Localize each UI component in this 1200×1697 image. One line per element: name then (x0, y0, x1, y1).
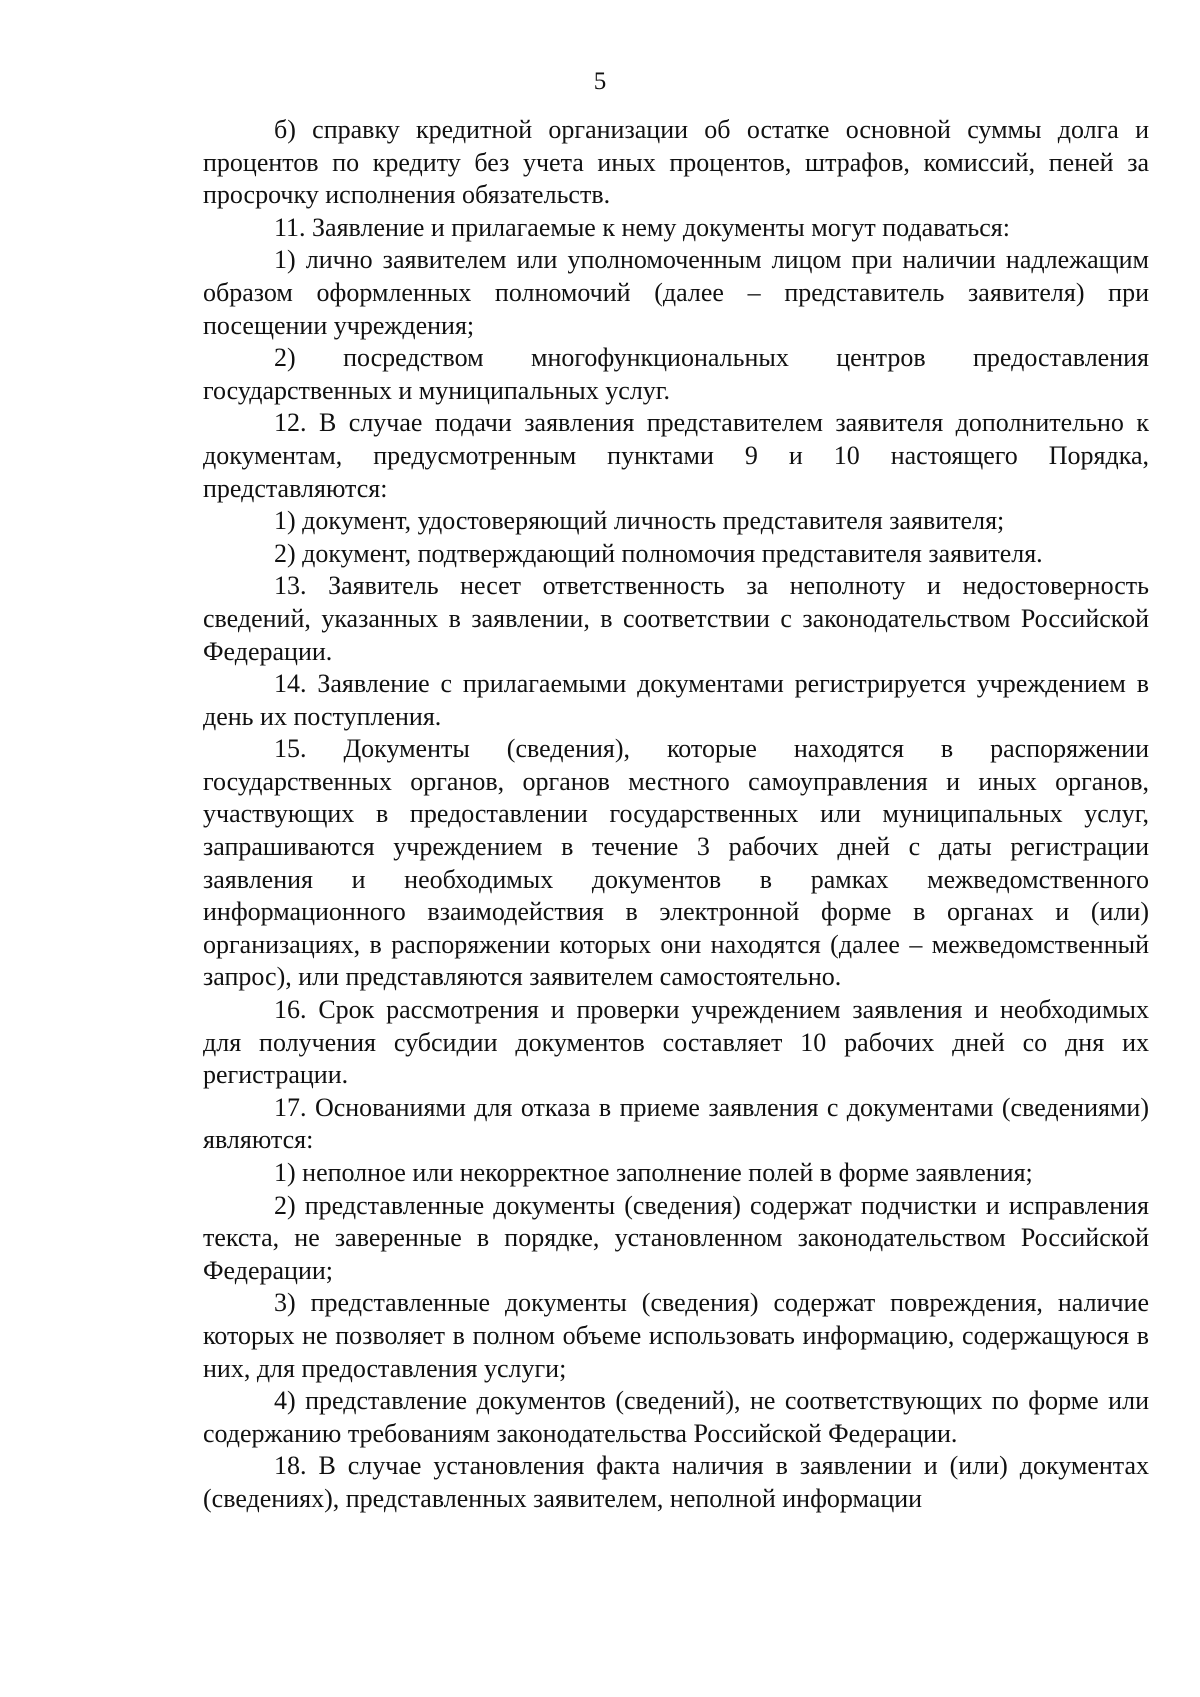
paragraph-17-item-3: 3) представленные документы (сведения) содержат повреждения, наличие которых не позволяет в полном объеме использовать информацию, содержащуюся в них, для предоставления услуги; (203, 1288, 1149, 1383)
paragraph-17: 17. Основаниями для отказа в приеме заявления с документами (сведениями) являются: (203, 1092, 1149, 1155)
paragraph-b-bank-certificate: б) справку кредитной организации об остатке основной суммы долга и процентов по кредиту без учета иных процентов, штрафов, комиссий, пеней за просрочку исполнения обязательств. (203, 115, 1149, 210)
paragraph-12-item-2: 2) документ, подтверждающий полномочия представителя заявителя. (274, 538, 1043, 568)
paragraph-15: 15. Документы (сведения), которые находятся в распоряжении государственных органов, органов местного самоуправления и иных органов, участвующих в предоставлении государственных или муниципальных услуг, запрашиваются учреждением в течение 3 рабочих дней с даты регистрации заявления и необходимых документов в рамках межведомственного информационного взаимодействия в электронной форме в органах и (или) организациях, в распоряжении которых они находятся (далее – межведомственный запрос), или представляются заявителем самостоятельно. (203, 734, 1149, 992)
paragraph-18: 18. В случае установления факта наличия в заявлении и (или) документах (сведениях), представленных заявителем, неполной информации (203, 1451, 1149, 1513)
paragraph-11-item-2: 2) посредством многофункциональных центров предоставления государственных и муниципальных услуг. (203, 343, 1149, 405)
paragraph-14: 14. Заявление с прилагаемыми документами регистрируется учреждением в день их поступления. (203, 669, 1149, 731)
paragraph-17-item-1: 1) неполное или некорректное заполнение полей в форме заявления; (274, 1158, 1033, 1187)
paragraph-12: 12. В случае подачи заявления представителем заявителя дополнительно к документам, предусмотренным пунктами 9 и 10 настоящего Порядка, представляются: (203, 408, 1149, 503)
paragraph-11-item-1: 1) лично заявителем или уполномоченным лицом при наличии надлежащим образом оформленных полномочий (далее – представитель заявителя) при посещении учреждения; (203, 245, 1149, 340)
document-body (203, 114, 1149, 1516)
paragraph-12-item-1: 1) документ, удостоверяющий личность представителя заявителя; (274, 506, 1005, 536)
paragraph-17-item-2: 2) представленные документы (сведения) содержат подчистки и исправления текста, не заверенные в порядке, установленном законодательством Российской Федерации; (203, 1190, 1149, 1285)
page-number: 5 (593, 68, 607, 95)
paragraph-17-item-4: 4) представление документов (сведений), не соответствующих по форме или содержанию требованиям законодательства Российской Федерации. (203, 1386, 1149, 1448)
paragraph-16: 16. Срок рассмотрения и проверки учреждением заявления и необходимых для получения субсидии документов составляет 10 рабочих дней со дня их регистрации. (203, 995, 1149, 1090)
paragraph-11: 11. Заявление и прилагаемые к нему документы могут подаваться: (274, 212, 1010, 242)
paragraph-13: 13. Заявитель несет ответственность за неполноту и недостоверность сведений, указанных в заявлении, в соответствии с законодательством Российской Федерации. (203, 571, 1149, 666)
